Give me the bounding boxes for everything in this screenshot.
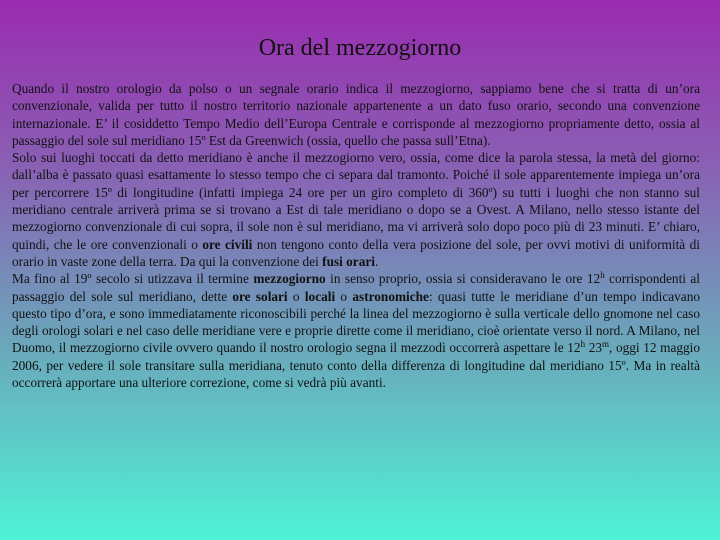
paragraph-3-text-f: : quasi tutte le meridiane d’un tempo indicavano questo tipo d’ora, e sono immediatamente riconoscibili perché la linea del mezzogiorno è sulla verticale dello gnomone nel caso degli orologi solari e nel caso delle meridiane vere e proprie dirette come il meridiano, cioè orientate verso il nord. A Milano, nel Duomo, il mezzogiorno civile ovvero quando il nostro orologio segna il mezzodì occorrerà aspettare le 12 xyxy=(12,288,701,356)
paragraph-1-text: Quando il nostro orologio da polso o un segnale orario indica il mezzogiorno, sappiamo bene che si tratta di un’ora convenzionale, valida per tutto il nostro territorio nazionale appartenente a un dato fuso orario, secondo una convenzione internazionale. E’ il cosiddetto Tempo Medio dell’Europa Centrale e corrisponde al mezzogiorno propriamente detto, ossia al passaggio del sole sul meridiano 15º Est da Greenwich (ossia, quello che passa sull’Etna). xyxy=(12,81,700,148)
paragraph-3-text-c: corrispondenti al passaggio del sole sul meridiano, dette xyxy=(12,271,700,304)
term-ore-civili: ore civili xyxy=(202,236,253,252)
page-title: Ora del mezzogiorno xyxy=(258,35,462,61)
paragraph-3-text-a: Ma fino al 19º secolo si utizzava il termine xyxy=(12,271,254,287)
term-fusi-orari: fusi orari xyxy=(322,253,375,269)
paragraph-2-text-a: Solo sui luoghi toccati da detto meridiano è anche il mezzogiorno vero, ossia, come dice la parola stessa, la metà del giorno: dall’alba è passato quasi esattamente lo stesso tempo che ci separa dal tramonto. Poiché il sole apparentemente impiega un’ora per percorrere 15º di longitudine (infatti impiega 24 ore per un giro completo di 360º) su tutti i luoghi che non stanno sul meridiano centrale arriverà prima se si trovano a Est di tale meridiano o dopo se a Ovest. A Milano, nello stesso istante del mezzogiorno convenzionale di cui sopra, il sole non è sul meridiano, ma vi arriverà solo dopo poco più di 23 minuti. E’ chiaro, quindi, che le ore convenzionali o xyxy=(12,150,700,252)
paragraph-3-text-h: , oggi 12 maggio 2006, per vedere il sole transitare sulla meridiana, tenuto conto della differenza di longitudine dal meridiano 15º. Ma in realtà occorrerà apportare una ulteriore correzione, come si vedrà più avanti. xyxy=(12,340,701,391)
paragraph-2-text-b: non tengono conto della vera posizione del sole, per ovvi motivi di uniformità di orario in vaste zone della terra. Da qui la convenzione dei xyxy=(12,236,700,269)
paragraph-3 xyxy=(12,270,700,391)
term-astronomiche: astronomiche xyxy=(352,288,429,304)
text-body xyxy=(12,80,700,391)
paragraph-3-text-d: o xyxy=(287,288,305,304)
paragraph-2 xyxy=(12,149,700,270)
paragraph-3-text-b: in senso proprio, ossia si consideravano le ore 12 xyxy=(325,271,601,287)
paragraph-1 xyxy=(12,80,700,149)
paragraph-3-text-e: o xyxy=(335,288,353,304)
superscript-h-2: h xyxy=(580,339,586,350)
superscript-m: m xyxy=(602,339,610,350)
term-mezzogiorno: mezzogiorno xyxy=(253,271,326,287)
paragraph-2-text-c: . xyxy=(374,253,379,269)
superscript-h: h xyxy=(600,270,605,281)
term-locali: locali xyxy=(304,288,336,304)
term-ore-solari: ore solari xyxy=(232,288,288,304)
paragraph-3-text-g: 23 xyxy=(585,340,602,356)
